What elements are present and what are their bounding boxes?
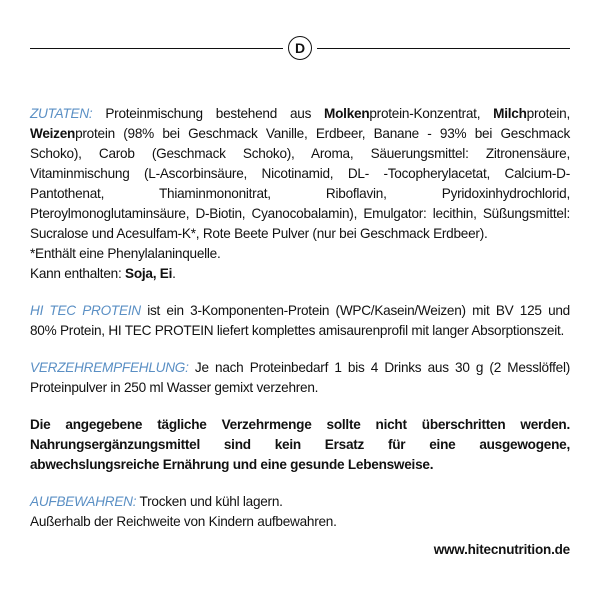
label-text bbox=[30, 104, 570, 549]
hitec-label: HI TEC PROTEIN bbox=[30, 303, 141, 318]
ingredients-text-3: protein, bbox=[526, 106, 571, 121]
ingredients-label: ZUTATEN: bbox=[30, 106, 93, 121]
ingredient-bold-milch: Milch bbox=[493, 106, 527, 121]
storage-label: AUFBEWAHREN: bbox=[30, 494, 137, 509]
ingredient-bold-molken: Molken bbox=[324, 106, 370, 121]
usage-text: Je nach Proteinbedarf 1 bis 4 Drinks aus 30 g (2 Messlöffel) Proteinpulver in 250 ml Wasser gemixt verzehren. bbox=[30, 360, 570, 395]
language-badge: D bbox=[288, 36, 312, 60]
ingredients-text-2: protein-Konzentrat, bbox=[369, 106, 494, 121]
usage-label: VERZEHREMPFEHLUNG: bbox=[30, 360, 189, 375]
header-rule-right bbox=[317, 48, 570, 49]
phenylalanine-note: *Enthält eine Phenylalaninquelle. bbox=[30, 246, 221, 261]
warning-paragraph: Die angegebene tägliche Verzehrmenge sollte nicht überschritten werden. Nahrungsergänzungsmittel sind kein Ersatz für eine ausgewogene, abwechslungsreiche Ernährung und eine gesunde Lebensweise. bbox=[30, 417, 570, 472]
hitec-text: ist ein 3-Komponenten-Protein (WPC/Kasein/Weizen) mit BV 125 und 80% Protein, HI TEC PROTEIN liefert komplettes amisaurenprofil mit langer Absorptionszeit. bbox=[30, 303, 570, 338]
allergen-list: Soja, Ei bbox=[125, 266, 173, 281]
ingredients-text-4: protein (98% bei Geschmack Vanille, Erdbeer, Banane - 93% bei Geschmack Schoko), Carob (Geschmack Schoko), Aroma, Säuerungsmittel: Zitronensäure, Vitaminmischung (L-Ascorbinsäure, Nicotinamid, DL- -Tocopherylacetat, Calcium-D-Pantothenat, Thiaminmononitrat, Riboflavin, Pyridoxinhydrochlorid, Pteroylmonoglutaminsäure, D-Biotin, Cyanocobalamin), Emulgator: lecithin, Süßungsmittel: Sucralose und Acesulfam-K*, Rote Beete Pulver (nur bei Geschmack Erdbeer). bbox=[30, 126, 570, 241]
ingredients-text-1: Proteinmischung bestehend aus bbox=[92, 106, 325, 121]
ingredient-bold-weizen: Weizen bbox=[30, 126, 76, 141]
ingredients-paragraph bbox=[30, 104, 570, 284]
website-url: www.hitecnutrition.de bbox=[433, 542, 570, 557]
header-rule-left bbox=[30, 48, 283, 49]
storage-children-note: Außerhalb der Reichweite von Kindern aufbewahren. bbox=[30, 514, 337, 529]
allergen-line bbox=[30, 264, 570, 284]
allergen-suffix: . bbox=[172, 266, 176, 281]
usage-paragraph bbox=[30, 358, 570, 398]
storage-paragraph bbox=[30, 492, 570, 532]
storage-text: Trocken und kühl lagern. bbox=[136, 494, 283, 509]
hitec-paragraph bbox=[30, 301, 570, 341]
allergen-prefix: Kann enthalten: bbox=[30, 266, 126, 281]
